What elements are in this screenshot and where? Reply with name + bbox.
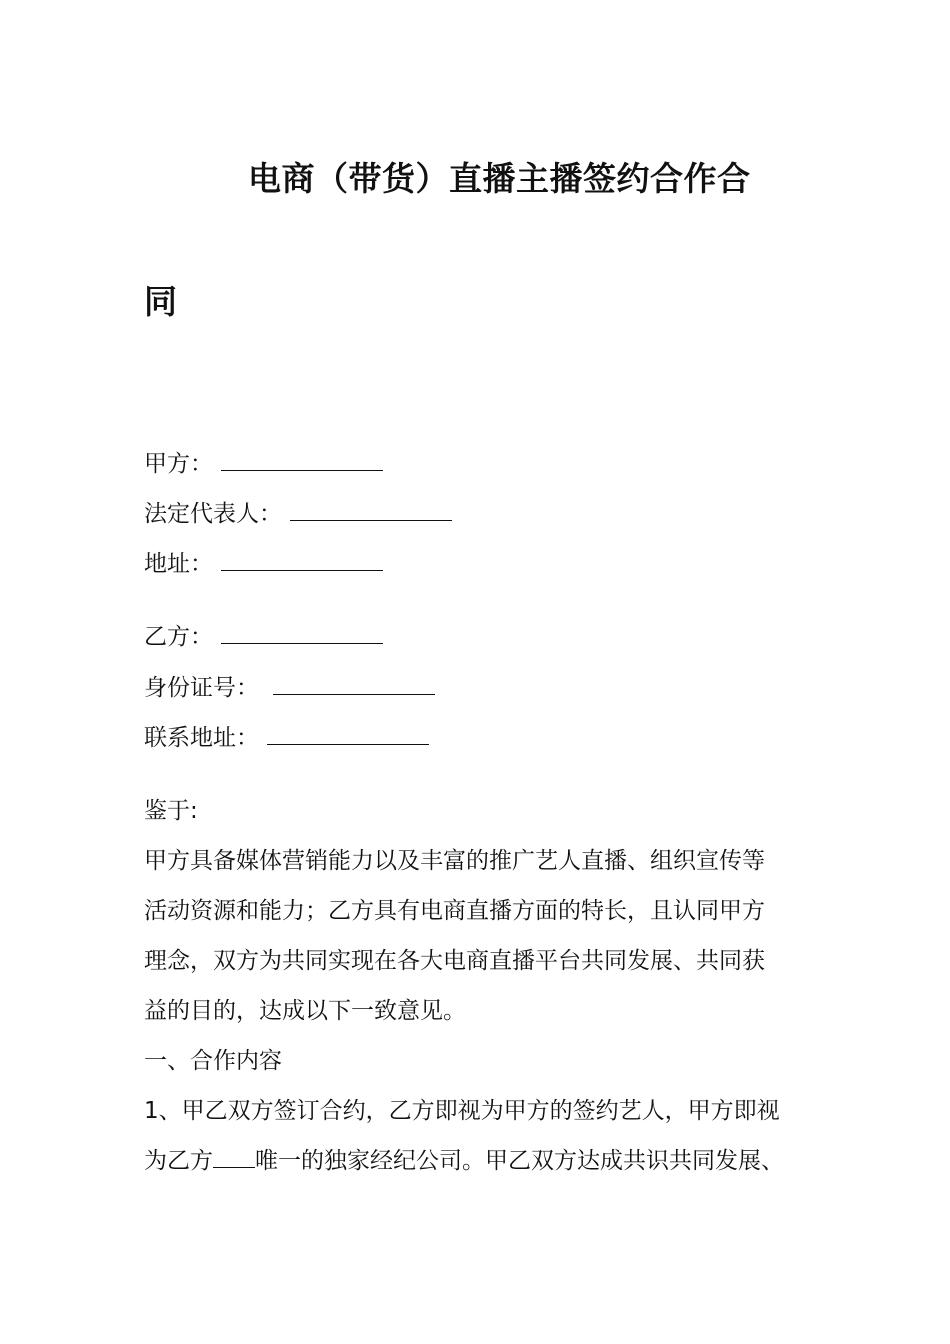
party-b-address-blank [267, 724, 429, 745]
party-a-name-label: 甲方： [144, 451, 213, 477]
recital-line: 益的目的，达成以下一致意见。 [144, 998, 466, 1024]
party-b-id-blank [273, 674, 435, 695]
document-title-continued: 同 [144, 282, 177, 321]
party-a-address-blank [221, 550, 383, 571]
party-b-address-label: 联系地址： [144, 725, 259, 751]
party-a-rep-blank [290, 500, 452, 521]
whereas-heading: 鉴于: [144, 798, 198, 824]
party-a-rep-label: 法定代表人： [144, 501, 282, 527]
clause-line [144, 1136, 824, 1186]
clause-blank [213, 1147, 255, 1168]
clause-text: 唯一的独家经纪公司。甲乙双方达成共识共同发展、 [255, 1148, 784, 1174]
recital-line: 活动资源和能力；乙方具有电商直播方面的特长，且认同甲方 [144, 898, 765, 924]
party-b-id-field [144, 673, 435, 703]
party-a-address-label: 地址： [144, 551, 213, 577]
clause-line: 1、甲乙双方签订合约，乙方即视为甲方的签约艺人，甲方即视 [144, 1098, 780, 1124]
party-b-id-label: 身份证号： [144, 675, 259, 701]
party-b-address-field [144, 723, 429, 753]
party-b-name-field [144, 622, 383, 652]
section-heading: 一、合作内容 [144, 1048, 282, 1074]
recital-line: 理念，双方为共同实现在各大电商直播平台共同发展、共同获 [144, 948, 765, 974]
clause-text: 为乙方 [144, 1148, 213, 1174]
party-a-name-blank [221, 450, 383, 471]
party-a-rep-field [144, 499, 452, 529]
party-b-name-blank [221, 623, 383, 644]
party-a-name-field [144, 449, 383, 479]
contract-body [144, 786, 824, 1186]
party-b-name-label: 乙方： [144, 624, 213, 650]
document-title: 电商（带货）直播主播签约合作合 [248, 159, 751, 198]
party-a-address-field [144, 549, 383, 579]
recital-line: 甲方具备媒体营销能力以及丰富的推广艺人直播、组织宣传等 [144, 848, 765, 874]
